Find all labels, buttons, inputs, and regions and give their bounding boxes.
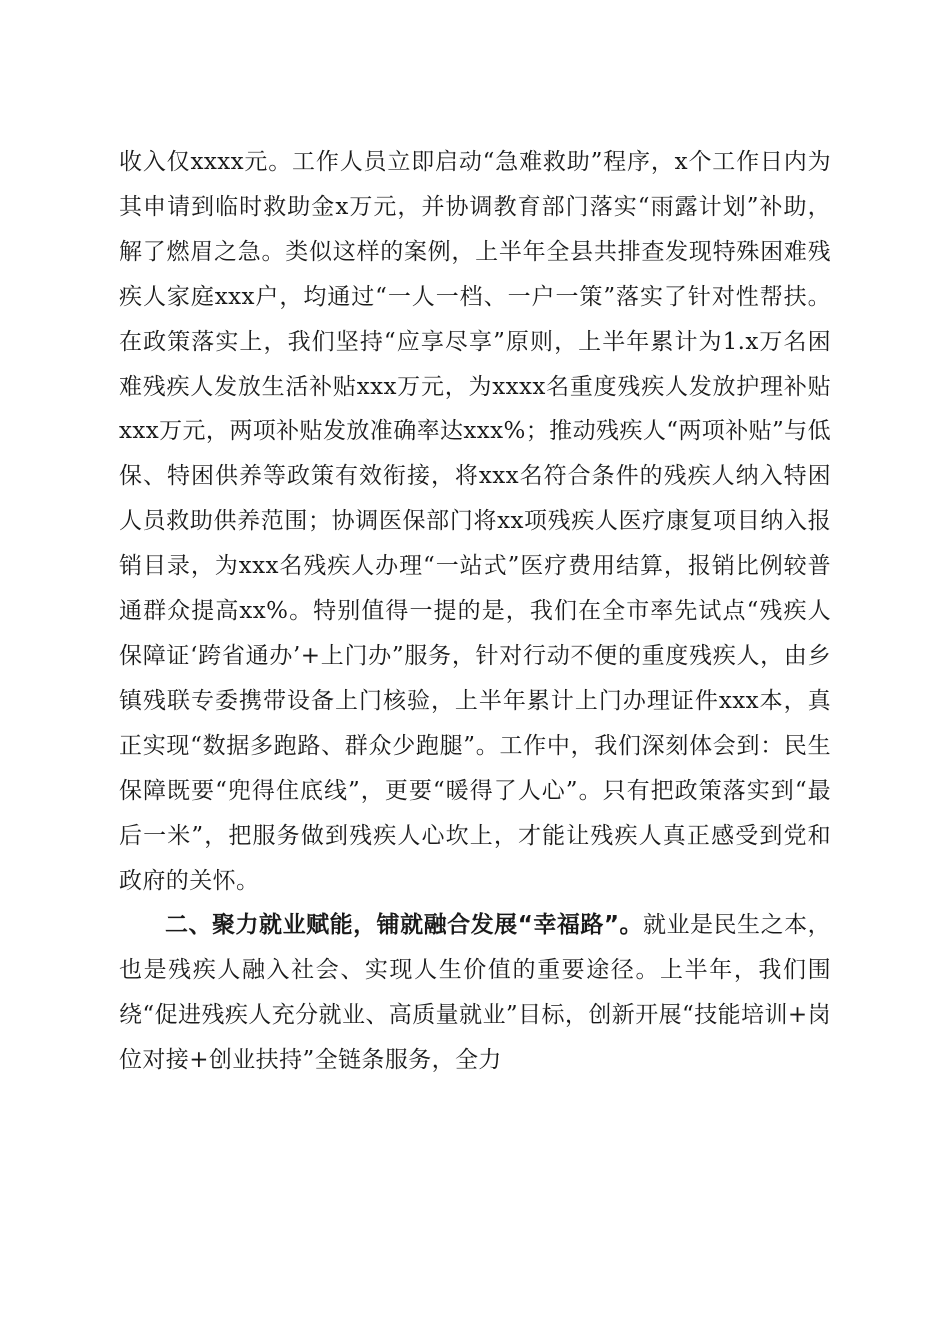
section-2-paragraph bbox=[119, 903, 831, 1083]
section-2-heading: 二、聚力就业赋能，铺就融合发展“幸福路”。 bbox=[165, 912, 643, 939]
document-body bbox=[119, 140, 831, 1083]
paragraph-continuation bbox=[119, 140, 831, 903]
paragraph-1-text: 收入仅xxxx元。工作人员立即启动“急难救助”程序，x个工作日内为其申请到临时救助金x万元，并协调教育部门落实“雨露计划”补助，解了燃眉之急。类似这样的案例，上半年全县共排查发现特殊困难残疾人家庭xxx户，均通过“一人一档、一户一策”落实了针对性帮扶。在政策落实上，我们坚持“应享尽享”原则，上半年累计为1.x万名困难残疾人发放生活补贴xxx万元，为xxxx名重度残疾人发放护理补贴xxx万元，两项补贴发放准确率达xxx%；推动残疾人“两项补贴”与低保、特困供养等政策有效衔接，将xxx名符合条件的残疾人纳入特困人员救助供养范围；协调医保部门将xx项残疾人医疗康复项目纳入报销目录，为xxx名残疾人办理“一站式”医疗费用结算，报销比例较普通群众提高xx%。特别值得一提的是，我们在全市率先试点“残疾人保障证‘跨省通办’+上门办”服务，针对行动不便的重度残疾人，由乡镇残联专委携带设备上门核验，上半年累计上门办理证件xxx本，真正实现“数据多跑路、群众少跑腿”。工作中，我们深刻体会到：民生保障既要“兜得住底线”，更要“暖得了人心”。只有把政策落实到“最后一米”，把服务做到残疾人心坎上，才能让残疾人真正感受到党和政府的关怀。 bbox=[119, 149, 831, 894]
section-2-body: 就业是民生之本，也是残疾人融入社会、实现人生价值的重要途径。上半年，我们围绕“促进残疾人充分就业、高质量就业”目标，创新开展“技能培训+岗位对接+创业扶持”全链条服务，全力 bbox=[119, 912, 831, 1074]
